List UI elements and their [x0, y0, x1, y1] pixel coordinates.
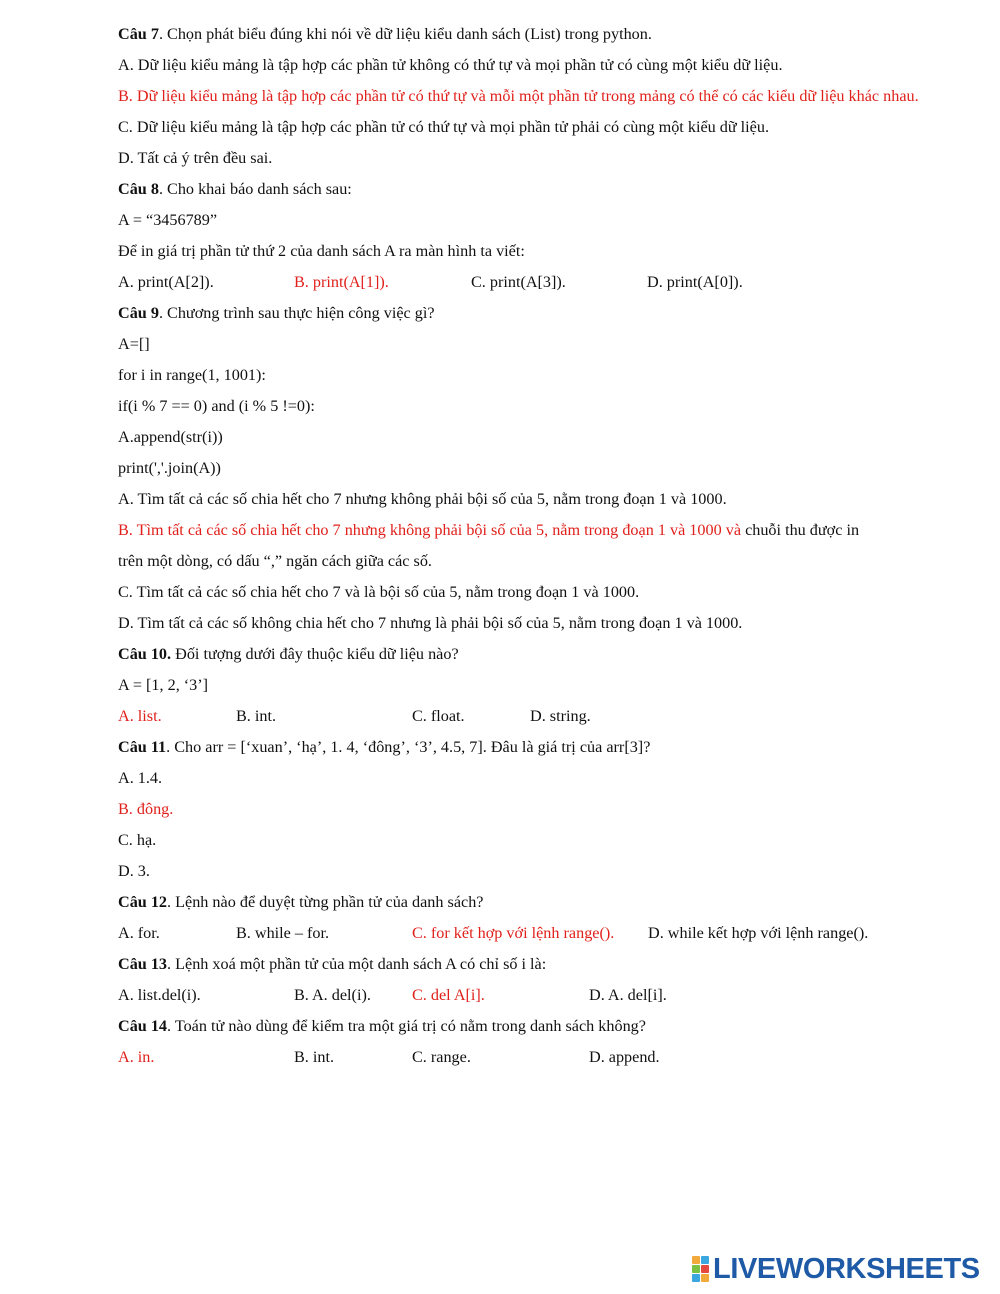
q11-option-a[interactable]: A. 1.4. [118, 769, 163, 787]
q8-option-a[interactable]: A. print(A[2]). [118, 273, 214, 291]
q9-code-line: print(','.join(A)) [118, 459, 221, 477]
q9-option-a[interactable]: A. Tìm tất cả các số chia hết cho 7 nhưng không phải bội số của 5, nằm trong đoạn 1 và 1000. [118, 490, 727, 508]
q8-options [118, 267, 978, 298]
question-label: Câu 13 [118, 955, 168, 973]
q10-options [118, 701, 978, 732]
q7-option-b-correct[interactable]: B. Dữ liệu kiểu mảng là tập hợp các phần tử có thứ tự và mỗi một phần tử trong mảng có thể có các kiểu dữ liệu khác nhau. [118, 87, 919, 105]
q14-option-b[interactable]: B. int. [294, 1048, 335, 1066]
question-11 [118, 732, 978, 763]
logo-text: LIVEWORKSHEETS [713, 1252, 980, 1285]
question-label: Câu 7 [118, 25, 159, 43]
q8-option-c[interactable]: C. print(A[3]). [471, 273, 566, 291]
question-14 [118, 1011, 978, 1042]
question-text: . Cho arr = [‘xuan’, ‘hạ’, 1. 4, ‘đông’, ‘3’, 4.5, 7]. Đâu là giá trị của arr[3]? [166, 738, 651, 756]
q9-option-b-rest: chuỗi thu được in [741, 521, 860, 539]
q13-option-b[interactable]: B. A. del(i). [294, 986, 371, 1004]
question-text: . Chọn phát biểu đúng khi nói về dữ liệu kiểu danh sách (List) trong python. [158, 25, 652, 43]
q9-option-c[interactable]: C. Tìm tất cả các số chia hết cho 7 và là bội số của 5, nằm trong đoạn 1 và 1000. [118, 583, 640, 601]
question-7 [118, 19, 978, 50]
q9-option-d[interactable]: D. Tìm tất cả các số không chia hết cho 7 nhưng là phải bội số của 5, nằm trong đoạn 1 và 1000. [118, 614, 743, 632]
liveworksheets-logo[interactable] [692, 1254, 980, 1284]
q10-option-a-correct[interactable]: A. list. [118, 707, 162, 725]
q9-option-b-red-part: B. Tìm tất cả các số chia hết cho 7 nhưng không phải bội số của 5, nằm trong đoạn 1 và 1000 và [118, 521, 742, 539]
q9-code-line: if(i % 7 == 0) and (i % 5 !=0): [118, 397, 315, 415]
q11-option-c[interactable]: C. hạ. [118, 831, 157, 849]
q9-code-line: for i in range(1, 1001): [118, 366, 266, 384]
question-label: Câu 14 [118, 1017, 168, 1035]
q14-option-d[interactable]: D. append. [589, 1048, 660, 1066]
q8-option-b-correct[interactable]: B. print(A[1]). [294, 273, 389, 291]
question-9 [118, 298, 978, 329]
question-8 [118, 174, 978, 205]
q9-option-b-continuation: trên một dòng, có dấu “,” ngăn cách giữa các số. [118, 552, 432, 570]
q11-option-d[interactable]: D. 3. [118, 862, 150, 880]
q10-option-b[interactable]: B. int. [236, 707, 277, 725]
liveworksheets-logo-icon [692, 1256, 709, 1282]
question-13 [118, 949, 978, 980]
q12-option-c-correct[interactable]: C. for kết hợp với lệnh range(). [412, 924, 615, 942]
q10-code: A = [1, 2, ‘3’] [118, 676, 209, 694]
q9-option-b-correct[interactable] [118, 515, 978, 546]
question-12 [118, 887, 978, 918]
q8-option-d[interactable]: D. print(A[0]). [647, 273, 743, 291]
question-text: Đối tượng dưới đây thuộc kiểu dữ liệu nào? [171, 645, 459, 663]
q13-option-a[interactable]: A. list.del(i). [118, 986, 201, 1004]
q11-option-b-correct[interactable]: B. đông. [118, 800, 174, 818]
q8-code: A = “3456789” [118, 211, 218, 229]
question-10 [118, 639, 978, 670]
q14-options [118, 1042, 978, 1073]
q13-option-c-correct[interactable]: C. del A[i]. [412, 986, 485, 1004]
q7-option-a[interactable]: A. Dữ liệu kiểu mảng là tập hợp các phần tử không có thứ tự và mọi phần tử có cùng một kiểu dữ liệu. [118, 56, 783, 74]
q14-option-c[interactable]: C. range. [412, 1048, 471, 1066]
worksheet-page [118, 19, 978, 1073]
question-label: Câu 9 [118, 304, 159, 322]
question-text: . Lệnh xoá một phần tử của một danh sách A có chỉ số i là: [167, 955, 547, 973]
q12-option-a[interactable]: A. for. [118, 924, 160, 942]
question-text: . Lệnh nào để duyệt từng phần tử của danh sách? [167, 893, 484, 911]
question-text: . Toán tử nào dùng để kiểm tra một giá trị có nằm trong danh sách không? [167, 1017, 646, 1035]
q10-option-d[interactable]: D. string. [530, 707, 591, 725]
q12-options [118, 918, 978, 949]
q14-option-a-correct[interactable]: A. in. [118, 1048, 155, 1066]
question-text: . Chương trình sau thực hiện công việc gì? [158, 304, 435, 322]
q10-option-c[interactable]: C. float. [412, 707, 465, 725]
q7-option-d[interactable]: D. Tất cả ý trên đều sai. [118, 149, 273, 167]
question-label: Câu 8 [118, 180, 159, 198]
q8-prompt: Để in giá trị phần tử thứ 2 của danh sách A ra màn hình ta viết: [118, 242, 525, 260]
question-label: Câu 11 [118, 738, 167, 756]
q12-option-d[interactable]: D. while kết hợp với lệnh range(). [648, 924, 869, 942]
q7-option-c[interactable]: C. Dữ liệu kiểu mảng là tập hợp các phần tử có thứ tự và mọi phần tử phải có cùng một kiểu dữ liệu. [118, 118, 770, 136]
question-label: Câu 10. [118, 645, 172, 663]
q9-code-line: A.append(str(i)) [118, 428, 223, 446]
q13-options [118, 980, 978, 1011]
q12-option-b[interactable]: B. while – for. [236, 924, 330, 942]
question-text: . Cho khai báo danh sách sau: [158, 180, 352, 198]
question-label: Câu 12 [118, 893, 168, 911]
q9-code-line: A=[] [118, 335, 150, 353]
q13-option-d[interactable]: D. A. del[i]. [589, 986, 667, 1004]
